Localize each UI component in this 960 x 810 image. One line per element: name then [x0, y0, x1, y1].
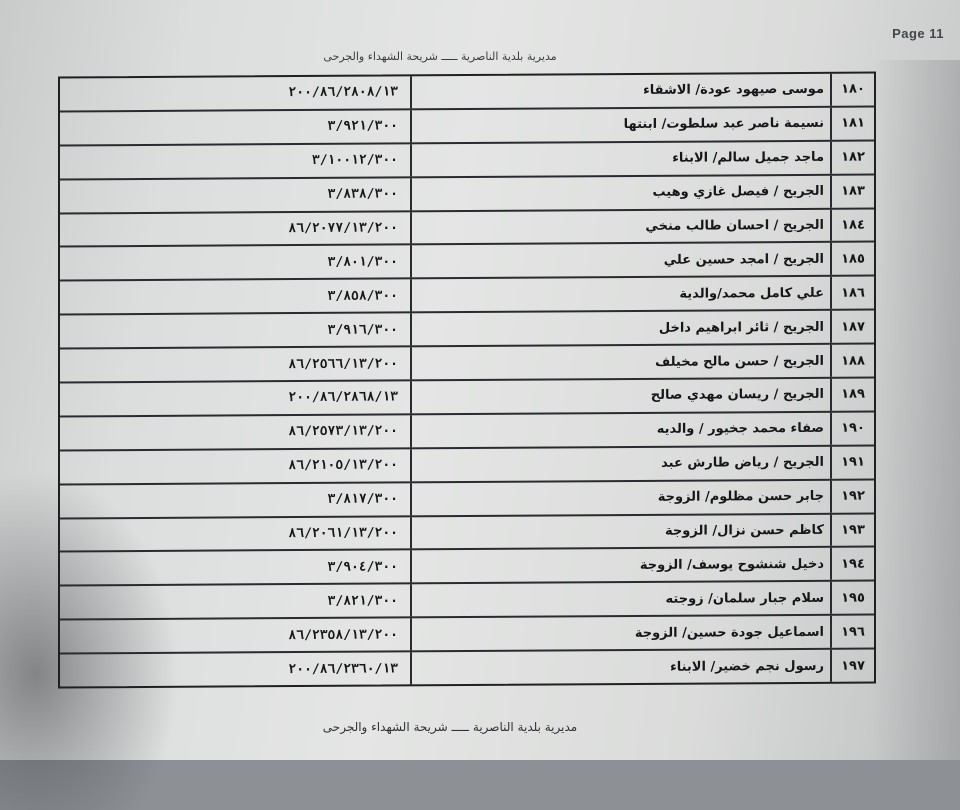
record-code-cell: ٣/٨٣٨/٣٠٠ [60, 178, 412, 212]
shadow-overlay [870, 60, 960, 760]
record-number-cell: ١٩٣ [841, 522, 865, 538]
record-code-cell: ٣/٨٥٨/٣٠٠ [60, 280, 412, 314]
record-name-cell: الجريح / ريسان مهدي صالح [412, 379, 832, 413]
table-row [60, 379, 874, 418]
table-row [60, 277, 874, 316]
table-row [60, 311, 874, 350]
record-code-cell: ٣/٩٠٤/٣٠٠ [60, 551, 412, 585]
record-name-cell: الجريح / حسن مالح مخيلف [412, 345, 832, 379]
record-number-cell: ١٩٦ [841, 624, 865, 640]
record-name-cell: دخيل شنشوح يوسف/ الزوجة [412, 548, 832, 582]
record-name-cell: رسول نجم خضير/ الابناء [412, 650, 832, 684]
record-code-cell: ٨٦/٢٥٦٦/١٣/٢٠٠ [60, 347, 412, 381]
record-number-cell: ١٩٤ [841, 556, 865, 572]
table-row [60, 480, 874, 519]
records-table [58, 72, 876, 689]
record-code-cell: ٢٠٠/٨٦/٢٣٦٠/١٣ [60, 652, 412, 686]
table-row [60, 107, 874, 146]
record-name-cell: نسيمة ناصر عبد سلطوت/ ابنتها [412, 108, 832, 142]
record-number-cell: ١٨١ [841, 115, 865, 132]
record-number-cell: ١٨٢ [841, 149, 865, 165]
table-row [60, 548, 874, 587]
table-row [60, 345, 874, 384]
record-name-cell: سلام جبار سلمان/ زوجته [412, 582, 832, 616]
record-number-cell: ١٨٩ [841, 387, 865, 403]
record-name-cell: الجريح / فيصل غازي وهيب [412, 175, 832, 209]
record-code-cell: ٨٦/٢٣٥٨/١٣/٢٠٠ [60, 619, 412, 653]
table-row [60, 514, 874, 553]
table-row [60, 446, 874, 485]
record-name-cell: اسماعيل جودة حسين/ الزوجة [412, 616, 832, 650]
record-number-cell: ١٨٤ [841, 217, 865, 233]
table-row [60, 412, 874, 451]
table-row [60, 243, 874, 282]
record-code-cell: ٣/٩٢١/٣٠٠ [60, 110, 412, 144]
record-number-cell: ١٩١ [841, 454, 865, 470]
record-number-cell: ١٩٥ [841, 590, 865, 606]
record-code-cell: ٨٦/٢١٠٥/١٣/٢٠٠ [60, 449, 412, 483]
record-number-cell: ١٩٠ [841, 420, 865, 437]
page-number: Page 11 [892, 26, 944, 41]
record-code-cell: ٣/٨٢١/٣٠٠ [60, 585, 412, 619]
record-name-cell: جابر حسن مظلوم/ الزوجة [412, 480, 832, 514]
record-name-cell: الجريح / احسان طالب منخي [412, 209, 832, 243]
record-name-cell: موسى صيهود عودة/ الاشقاء [412, 74, 832, 108]
page-header: مديرية بلدية الناصرية ـــــ شريحة الشهداء والجرحى [323, 50, 557, 63]
record-number-cell: ١٩٧ [841, 658, 865, 674]
record-code-cell: ٢٠٠/٨٦/٢٨٦٨/١٣ [60, 381, 412, 415]
record-number-cell: ١٨٣ [841, 183, 865, 199]
record-number-cell: ١٩٢ [841, 488, 865, 504]
table-row [60, 650, 874, 687]
table-row [60, 175, 874, 214]
table-row [60, 616, 874, 655]
table-row [60, 74, 874, 113]
record-name-cell: ماجد جميل سالم/ الابناء [412, 142, 832, 176]
table-row [60, 209, 874, 248]
record-name-cell: علي كامل محمد/والدية [412, 277, 832, 311]
record-number-cell: ١٨٥ [841, 251, 865, 267]
record-number-cell: ١٨٠ [841, 82, 865, 98]
record-number-cell: ١٨٧ [841, 319, 865, 335]
record-number-cell: ١٨٨ [841, 353, 865, 369]
record-code-cell: ٣/٩١٦/٣٠٠ [60, 314, 412, 348]
record-code-cell: ٣/٨٠١/٣٠٠ [60, 246, 412, 280]
record-name-cell: الجريح / رياض طارش عبد [412, 447, 832, 481]
record-code-cell: ٨٦/٢٠٧٧/١٣/٢٠٠ [60, 212, 412, 246]
record-name-cell: صفاء محمد جخيور / والديه [412, 413, 832, 447]
table-row [60, 582, 874, 621]
record-name-cell: الجريح / امجد حسين علي [412, 243, 832, 277]
page-footer: مديرية بلدية الناصرية ـــــ شريحة الشهداء والجرحى [322, 720, 578, 734]
record-code-cell: ٣/١٠٠١٢/٣٠٠ [60, 144, 412, 178]
record-code-cell: ٨٦/٢٥٧٣/١٣/٢٠٠ [60, 415, 412, 449]
record-code-cell: ٨٦/٢٠٦١/١٣/٢٠٠ [60, 517, 412, 551]
table-row [60, 141, 874, 180]
record-code-cell: ٢٠٠/٨٦/٢٨٠٨/١٣ [60, 76, 412, 110]
record-name-cell: كاظم حسن نزال/ الزوجة [412, 514, 832, 548]
record-number-cell: ١٨٦ [841, 285, 865, 301]
record-name-cell: الجريح / ثائر ابراهيم داخل [412, 311, 832, 345]
record-code-cell: ٣/٨١٧/٣٠٠ [60, 483, 412, 517]
